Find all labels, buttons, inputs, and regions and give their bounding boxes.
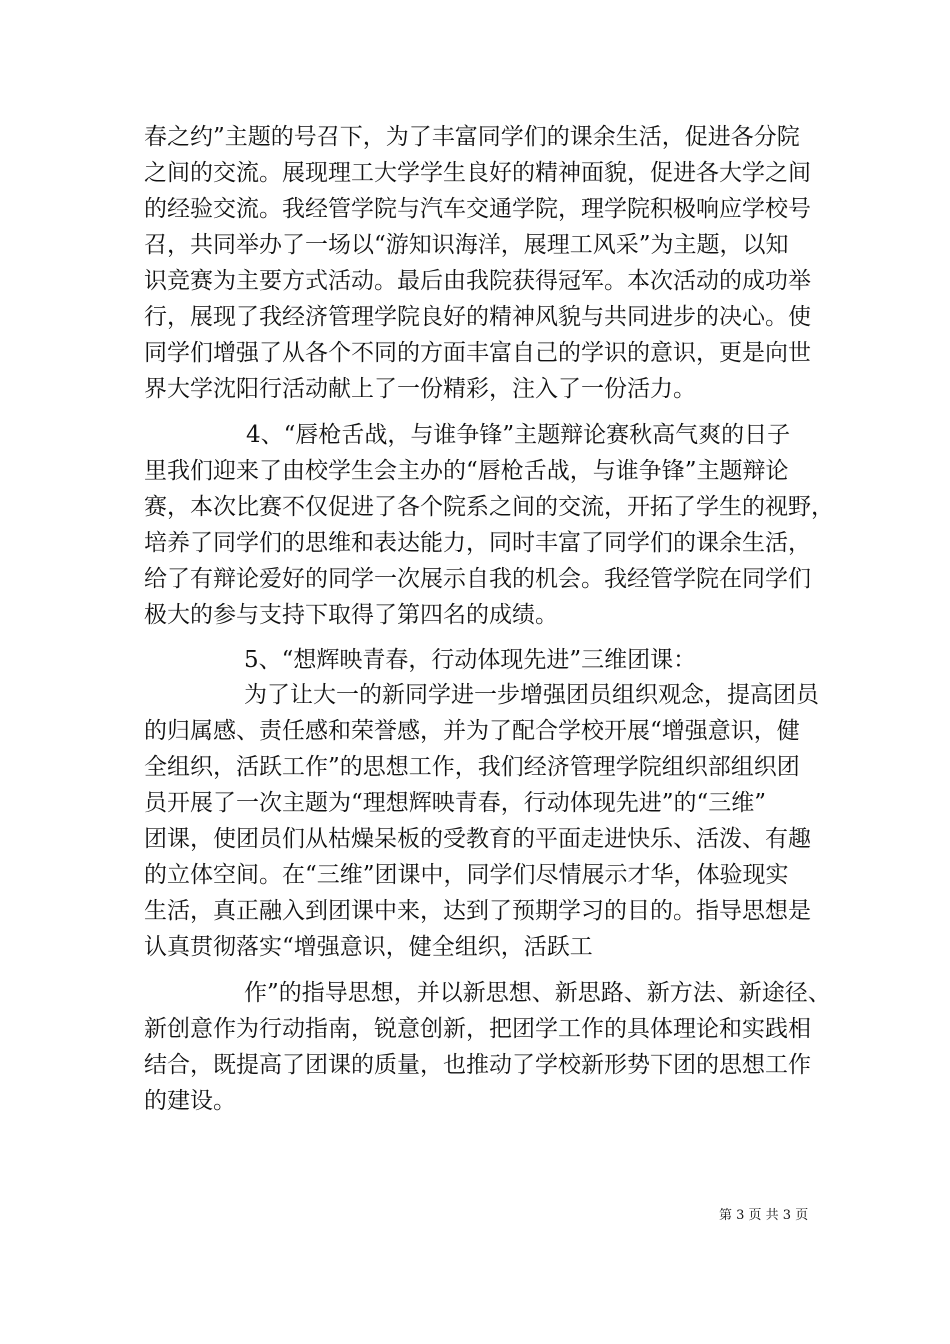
text-line: 界大学沈阳行活动献上了一份精彩，注入了一份活力。 bbox=[144, 376, 696, 402]
text-line: 的建设。 bbox=[144, 1088, 236, 1114]
text-line: 新创意作为行动指南，锐意创新，把团学工作的具体理论和实践相 bbox=[144, 1016, 811, 1042]
text-line: 全组织，活跃工作”的思想工作，我们经济管理学院组织部组织团 bbox=[144, 754, 800, 780]
text-line: 给了有辩论爱好的同学一次展示自我的机会。我经管学院在同学们 bbox=[144, 566, 811, 592]
text-line: 之间的交流。展现理工大学学生良好的精神面貌，促进各大学之间 bbox=[144, 160, 811, 186]
text-line: 员开展了一次主题为“理想辉映青春，行动体现先进”的“三维” bbox=[144, 790, 767, 816]
section-heading: 5、“想辉映青春，行动体现先进”三维团课： bbox=[244, 647, 697, 673]
text-line: 召，共同举办了一场以“游知识海洋，展理工风采”为主题，以知 bbox=[144, 232, 789, 258]
text-line: 极大的参与支持下取得了第四名的成绩。 bbox=[144, 602, 558, 628]
text-line: 生活，真正融入到团课中来，达到了预期学习的目的。指导思想是 bbox=[144, 898, 811, 924]
text-line: 作”的指导思想，并以新思想、新思路、新方法、新途径、 bbox=[244, 980, 831, 1006]
text-line: 同学们增强了从各个不同的方面丰富自己的学识的意识，更是向世 bbox=[144, 340, 811, 366]
text-line: 里我们迎来了由校学生会主办的“唇枪舌战，与谁争锋”主题辩论 bbox=[144, 458, 789, 484]
text-line: 行，展现了我经济管理学院良好的精神风貌与共同进步的决心。使 bbox=[144, 304, 811, 330]
text-line: 赛，本次比赛不仅促进了各个院系之间的交流，开拓了学生的视野， bbox=[144, 494, 834, 520]
text-line: 为了让大一的新同学进一步增强团员组织观念，提高团员 bbox=[244, 682, 819, 708]
text-line: 认真贯彻落实“增强意识，健全组织，活跃工 bbox=[144, 934, 593, 960]
page-number: 第 3 页 共 3 页 bbox=[719, 1208, 809, 1223]
section-heading: 4、“唇枪舌战，与谁争锋”主题辩论赛秋高气爽的日子 bbox=[246, 422, 791, 448]
text-line: 培养了同学们的思维和表达能力，同时丰富了同学们的课余生活， bbox=[144, 530, 811, 556]
text-line: 的经验交流。我经管学院与汽车交通学院，理学院积极响应学校号 bbox=[144, 196, 811, 222]
text-line: 团课，使团员们从枯燥呆板的受教育的平面走进快乐、活泼、有趣 bbox=[144, 826, 811, 852]
text-line: 的立体空间。在“三维”团课中，同学们尽情展示才华，体验现实 bbox=[144, 862, 789, 888]
text-line: 的归属感、责任感和荣誉感，并为了配合学校开展“增强意识，健 bbox=[144, 718, 800, 744]
text-line: 识竞赛为主要方式活动。最后由我院获得冠军。本次活动的成功举 bbox=[144, 268, 811, 294]
text-line: 春之约”主题的号召下，为了丰富同学们的课余生活，促进各分院 bbox=[144, 124, 800, 150]
text-line: 结合，既提高了团课的质量，也推动了学校新形势下团的思想工作 bbox=[144, 1052, 811, 1078]
